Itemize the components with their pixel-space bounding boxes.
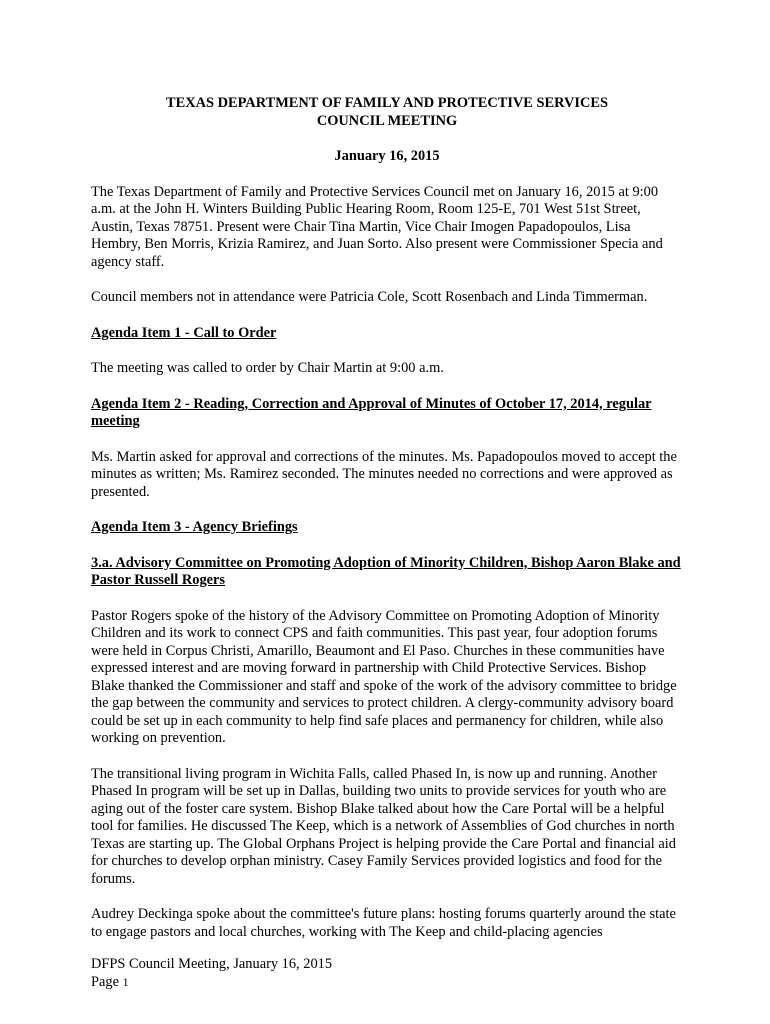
page-footer bbox=[91, 956, 332, 991]
document-title-line1: TEXAS DEPARTMENT OF FAMILY AND PROTECTIVE SERVICES bbox=[166, 95, 608, 111]
meeting-date: January 16, 2015 bbox=[334, 148, 440, 164]
absent-paragraph: Council members not in attendance were Patricia Cole, Scott Rosenbach and Linda Timmerman. bbox=[91, 289, 648, 305]
agenda-item-3a-paragraph-2: The transitional living program in Wichita Falls, called Phased In, is now up and running. Another Phased In program will be set up in Dallas, building two units to provide services for youth who are aging out of the foster care system. Bishop Blake talked about how the Care Portal will be a helpful tool for families. He discussed The Keep, which is a network of Assemblies of God churches in north Texas are starting up. The Global Orphans Project is helping provide the Care Portal and financial aid for churches to develop orphan ministry. Casey Family Services provided logistics and food for the forums. bbox=[91, 765, 676, 887]
footer-title: DFPS Council Meeting, January 16, 2015 bbox=[91, 956, 333, 972]
agenda-item-3a-heading: 3.a. Advisory Committee on Promoting Adoption of Minority Children, Bishop Aaron Blake and Pastor Russell Rogers bbox=[91, 554, 681, 588]
agenda-item-2-text: Ms. Martin asked for approval and corrections of the minutes. Ms. Papadopoulos moved to accept the minutes as written; Ms. Ramirez seconded. The minutes needed no corrections and were approved as presented. bbox=[91, 448, 677, 500]
intro-paragraph: The Texas Department of Family and Protective Services Council met on January 16, 2015 at 9:00 a.m. at the John H. Winters Building Public Hearing Room, Room 125-E, 701 West 51st Street, Austin, Texas 78751. Present were Chair Tina Martin, Vice Chair Imogen Papadopoulos, Lisa Hembry, Ben Morris, Krizia Ramirez, and Juan Sorto. Also present were Commissioner Specia and agency staff. bbox=[91, 183, 663, 270]
document-title-line2: COUNCIL MEETING bbox=[316, 112, 458, 129]
agenda-item-1-text: The meeting was called to order by Chair Martin at 9:00 a.m. bbox=[91, 360, 444, 376]
agenda-item-2-heading: Agenda Item 2 - Reading, Correction and Approval of Minutes of October 17, 2014, regular meeting bbox=[91, 395, 652, 429]
document-body bbox=[91, 95, 683, 941]
agenda-item-3a-paragraph-3: Audrey Deckinga spoke about the committee's future plans: hosting forums quarterly around the state to engage pastors and local churches, working with The Keep and child-placing agencies bbox=[91, 906, 676, 940]
agenda-item-1-heading: Agenda Item 1 - Call to Order bbox=[91, 324, 277, 341]
footer-page-number: 1 bbox=[122, 974, 129, 989]
footer-page-label: Page bbox=[91, 973, 119, 990]
agenda-item-3-heading: Agenda Item 3 - Agency Briefings bbox=[91, 519, 298, 535]
agenda-item-3a-paragraph-1: Pastor Rogers spoke of the history of the Advisory Committee on Promoting Adoption of Minority Children and its work to connect CPS and faith communities. This past year, four adoption forums were held in Corpus Christi, Amarillo, Beaumont and El Paso. Churches in these communities have expressed interest and are moving forward in partnership with Child Protective Services. Bishop Blake thanked the Commissioner and staff and spoke of the work of the advisory committee to bridge the gap between the community and services to protect children. A clergy-community advisory board could be set up in each community to help find safe places and permanency for children, while also working on prevention. bbox=[91, 607, 677, 746]
